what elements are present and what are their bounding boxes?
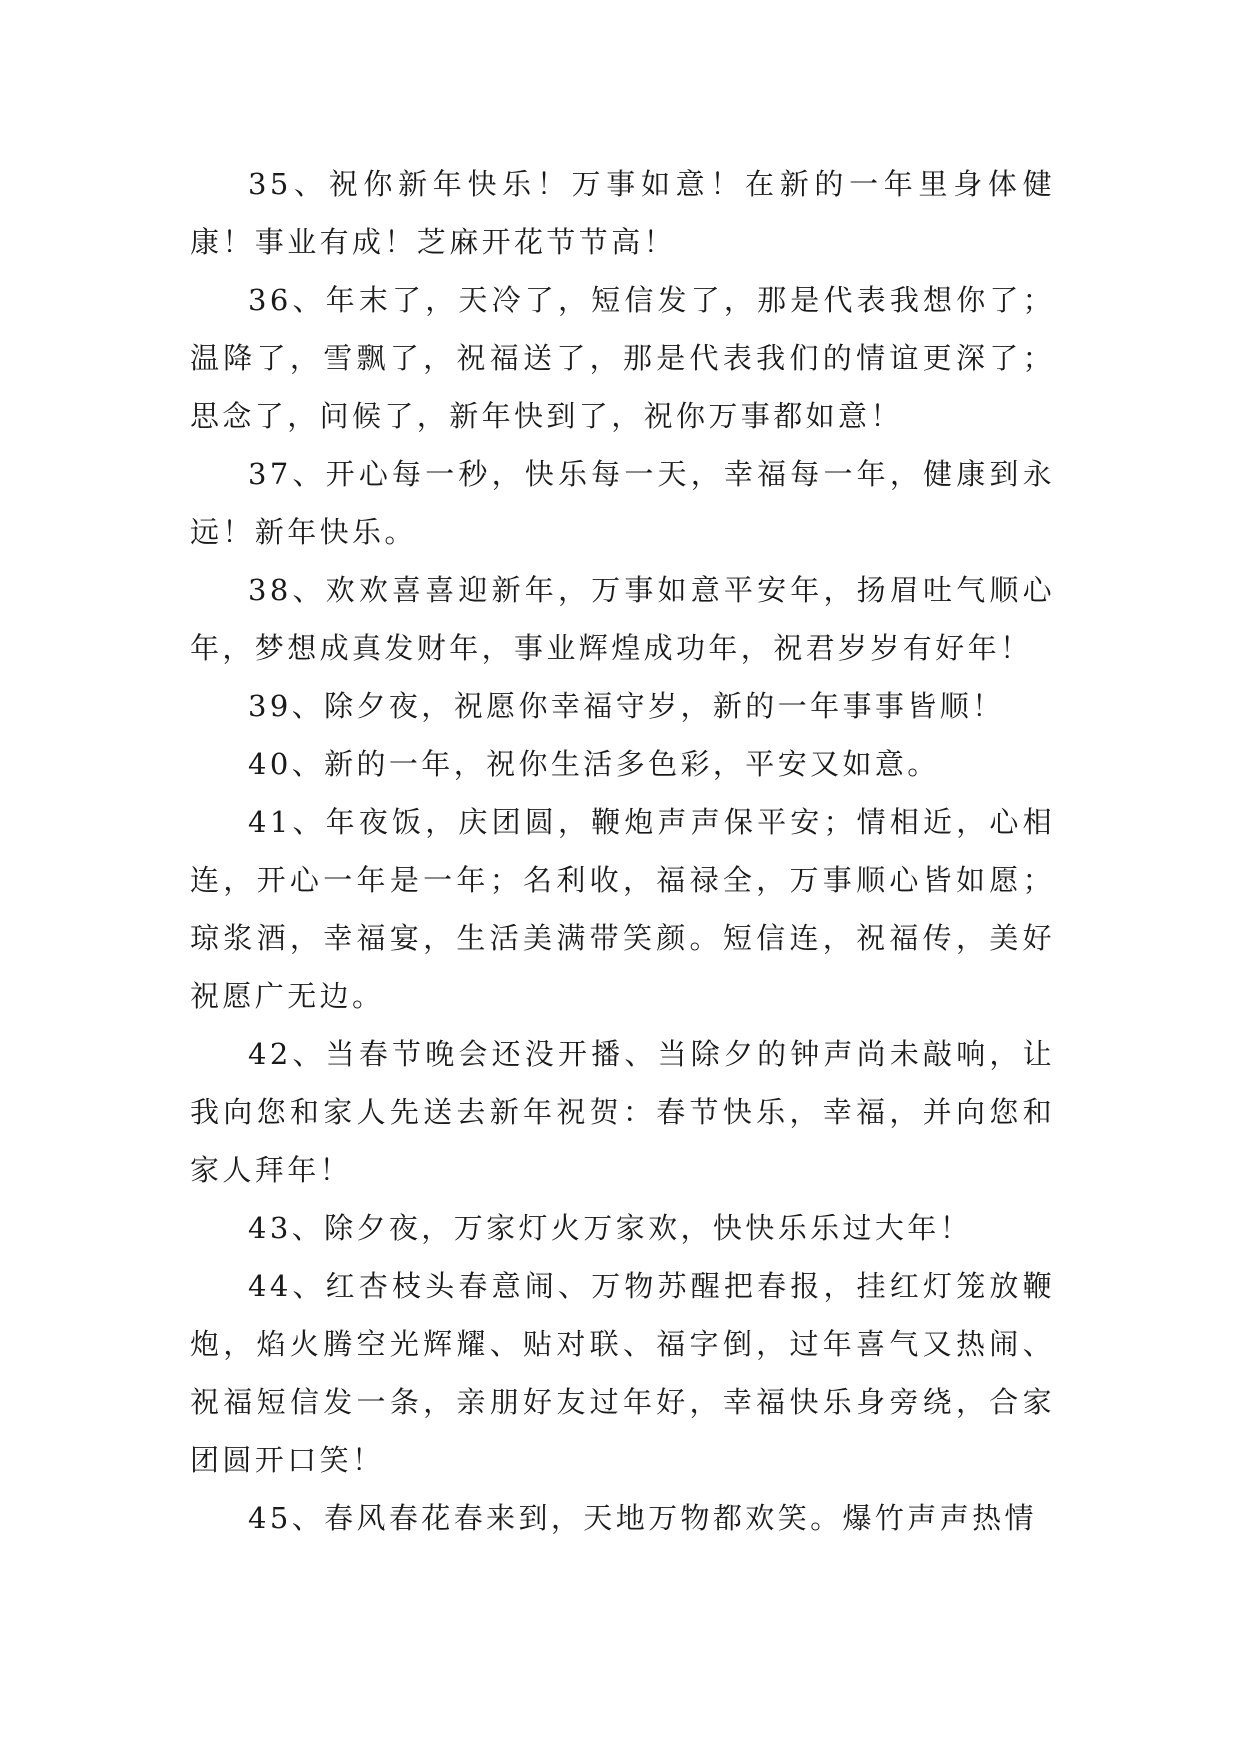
paragraph-45: 45、春风春花春来到，天地万物都欢笑。爆竹声声热情 [248, 1501, 1037, 1535]
paragraph-38: 38、欢欢喜喜迎新年，万事如意平安年，扬眉吐气顺心年，梦想成真发财年，事业辉煌成功年，祝君岁岁有好年！ [190, 573, 1055, 665]
paragraph-40: 40、新的一年，祝你生活多色彩，平安又如意。 [248, 747, 940, 781]
paragraph-35: 35、祝你新年快乐！万事如意！在新的一年里身体健康！事业有成！芝麻开花节节高！ [190, 167, 1055, 259]
paragraph-39: 39、除夕夜，祝愿你幸福守岁，新的一年事事皆顺！ [248, 689, 1005, 723]
paragraph-44: 44、红杏枝头春意闹、万物苏醒把春报，挂红灯笼放鞭炮，焰火腾空光辉耀、贴对联、福字倒，过年喜气又热闹、祝福短信发一条，亲朋好友过年好，幸福快乐身旁绕，合家团圆开口笑！ [190, 1269, 1055, 1477]
paragraph-42: 42、当春节晚会还没开播、当除夕的钟声尚未敲响，让我向您和家人先送去新年祝贺：春节快乐，幸福，并向您和家人拜年！ [190, 1037, 1055, 1187]
paragraph-37: 37、开心每一秒，快乐每一天，幸福每一年，健康到永远！新年快乐。 [190, 457, 1055, 549]
paragraph-43: 43、除夕夜，万家灯火万家欢，快快乐乐过大年！ [248, 1211, 973, 1245]
paragraph-41: 41、年夜饭，庆团圆，鞭炮声声保平安；情相近，心相连，开心一年是一年；名利收，福禄全，万事顺心皆如愿；琼浆酒，幸福宴，生活美满带笑颜。短信连，祝福传，美好祝愿广无边。 [190, 805, 1055, 1013]
document-body [190, 155, 1055, 1547]
paragraph-36: 36、年末了，天冷了，短信发了，那是代表我想你了；温降了，雪飘了，祝福送了，那是代表我们的情谊更深了；思念了，问候了，新年快到了，祝你万事都如意！ [190, 283, 1055, 433]
